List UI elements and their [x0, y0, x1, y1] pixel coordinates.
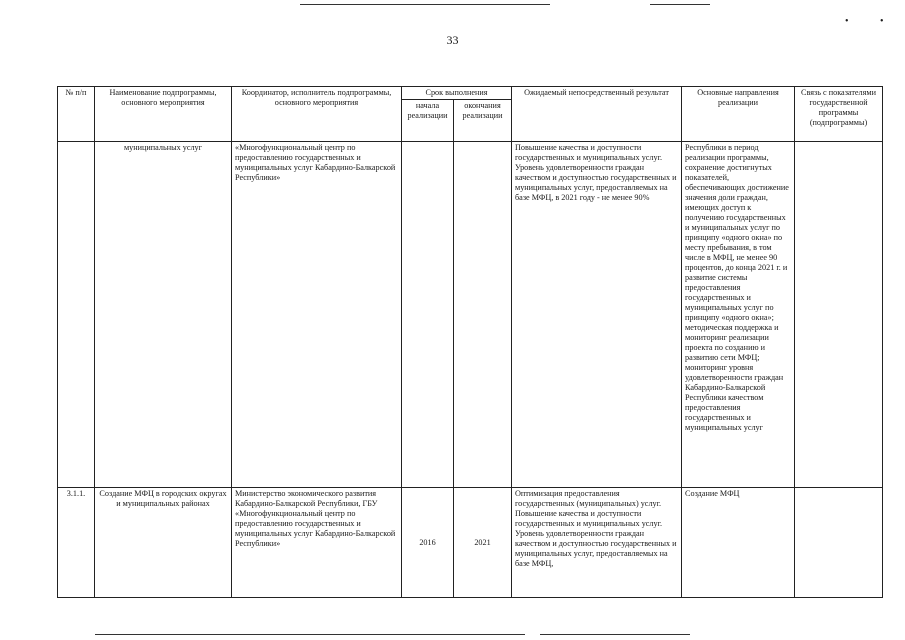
page-number: 33 [446, 33, 459, 47]
cell-link [795, 142, 883, 488]
header-result: Ожидаемый непосредственный результат [512, 87, 682, 142]
cell-name: муниципальных услуг [95, 142, 232, 488]
header-start: начала реализации [402, 100, 454, 142]
scan-artifact-bottom-line-right [540, 634, 690, 635]
header-name: Наименование подпрограммы, основного мероприятия [95, 87, 232, 142]
cell-name: Создание МФЦ в городских округах и муниципальных районах [95, 488, 232, 598]
header-coordinator: Координатор, исполнитель подпрограммы, основного мероприятия [232, 87, 402, 142]
program-table [57, 86, 883, 598]
header-end: окончания реализации [454, 100, 512, 142]
scan-artifact-dot: • [845, 16, 849, 27]
cell-start [402, 142, 454, 488]
scan-artifact-dot: • [880, 16, 884, 27]
header-period: Срок выполнения [402, 87, 512, 100]
header-num: № п/п [58, 87, 95, 142]
table-row [58, 488, 883, 598]
header-link: Связь с показателями государственной программы (подпрограммы) [795, 87, 883, 142]
cell-result: Оптимизация предоставления государственных (муниципальных) услуг. Повышение качества и доступности государственных и муниципальных услуг. Уровень удовлетворенности граждан качеством и доступностью государственных и муниципальных услуг, предоставляемых на базе МФЦ, [512, 488, 682, 598]
cell-end: 2021 [454, 488, 512, 598]
header-directions: Основные направления реализации [682, 87, 795, 142]
scan-artifact-top-line-right [650, 4, 710, 5]
cell-directions: Создание МФЦ [682, 488, 795, 598]
scan-artifact-bottom-line [95, 634, 525, 635]
cell-num [58, 142, 95, 488]
cell-coordinator: Министерство экономического развития Кабардино-Балкарской Республики, ГБУ «Многофункциональный центр по предоставлению государственных и муниципальных услуг Кабардино-Балкарской Республики» [232, 488, 402, 598]
cell-num: 3.1.1. [58, 488, 95, 598]
cell-coordinator: «Многофункциональный центр по предоставлению государственных и муниципальных услуг Кабардино-Балкарской Республики» [232, 142, 402, 488]
cell-link [795, 488, 883, 598]
cell-directions: Республики в период реализации программы, сохранение достигнутых показателей, обеспечивающих достижение значения доли граждан, имеющих доступ к получению государственных и муниципальных услуг по принципу «одного окна» по месту пребывания, в том числе в МФЦ, не менее 90 процентов, до конца 2021 г. и развитие системы предоставления государственных и муниципальных услуг по принципу «одного окна»; методическая поддержка и мониторинг реализации проекта по созданию и развитию сети МФЦ; мониторинг уровня удовлетворенности граждан Кабардино-Балкарской Республики качеством предоставления государственных и муниципальных услуг [682, 142, 795, 488]
table-header-row [58, 87, 883, 100]
cell-start: 2016 [402, 488, 454, 598]
table-row [58, 142, 883, 488]
scan-artifact-top-line [300, 4, 550, 5]
cell-end [454, 142, 512, 488]
cell-result: Повышение качества и доступности государственных и муниципальных услуг. Уровень удовлетворенности граждан качеством и доступностью государственных и муниципальных услуг, предоставляемых на базе МФЦ, в 2021 году - не менее 90% [512, 142, 682, 488]
